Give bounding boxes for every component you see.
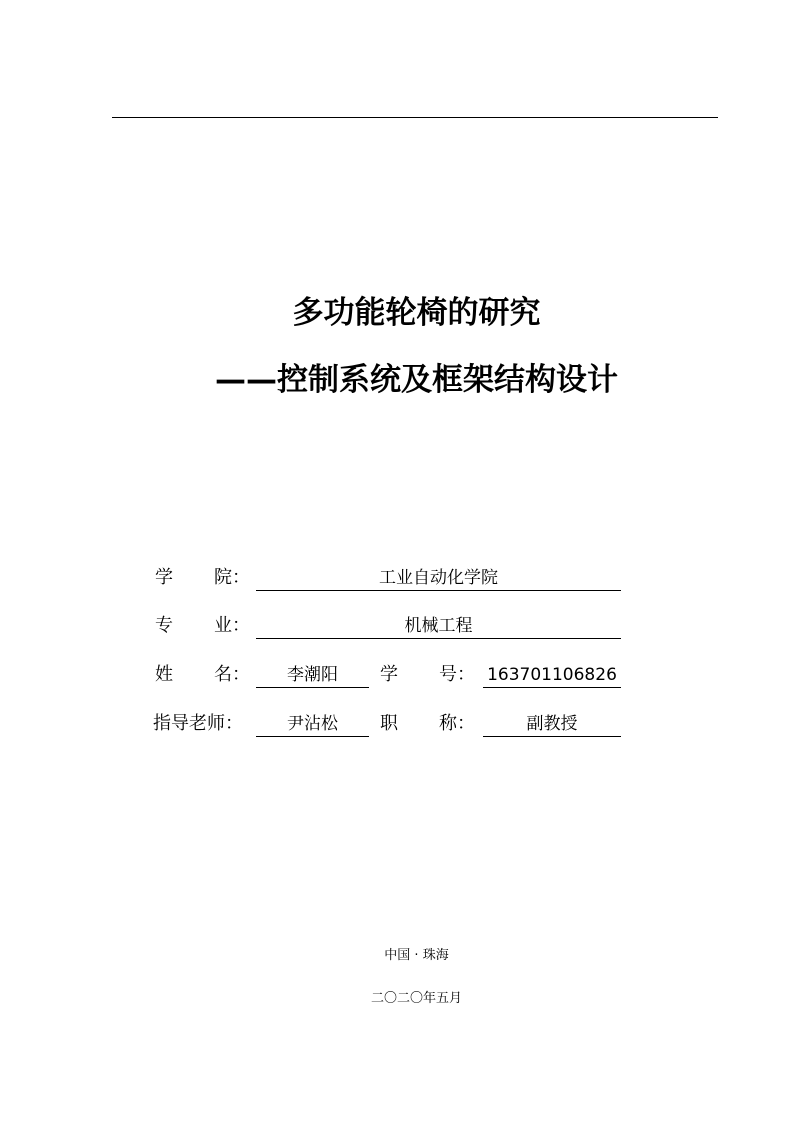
thesis-subtitle: ——控制系统及框架结构设计 — [215, 362, 618, 398]
advisor-label: 指导老师： — [153, 713, 243, 734]
name-label-char1: 姓 — [155, 664, 173, 685]
header-rule — [112, 117, 718, 118]
name-label-char2: 名： — [214, 664, 250, 685]
rank-label-char1: 职 — [380, 713, 398, 734]
major-label-char2: 业： — [214, 615, 250, 636]
thesis-title: 多功能轮椅的研究 — [292, 295, 541, 331]
name-value: 李潮阳 — [256, 663, 369, 688]
major-label-char1: 专 — [155, 615, 173, 636]
student-id-label-char2: 号： — [439, 664, 475, 685]
college-value: 工业自动化学院 — [256, 566, 621, 591]
major-value: 机械工程 — [256, 614, 621, 639]
footer-place: 中国 · 珠海 — [384, 948, 449, 963]
student-id-value: 163701106826 — [483, 663, 621, 688]
college-label-char2: 院： — [214, 567, 250, 588]
rank-label-char2: 称： — [439, 713, 475, 734]
rank-value: 副教授 — [483, 712, 621, 737]
student-id-label-char1: 学 — [380, 664, 398, 685]
advisor-value: 尹沾松 — [256, 712, 369, 737]
footer-date: 二〇二〇年五月 — [370, 991, 462, 1006]
college-label-char1: 学 — [155, 567, 173, 588]
